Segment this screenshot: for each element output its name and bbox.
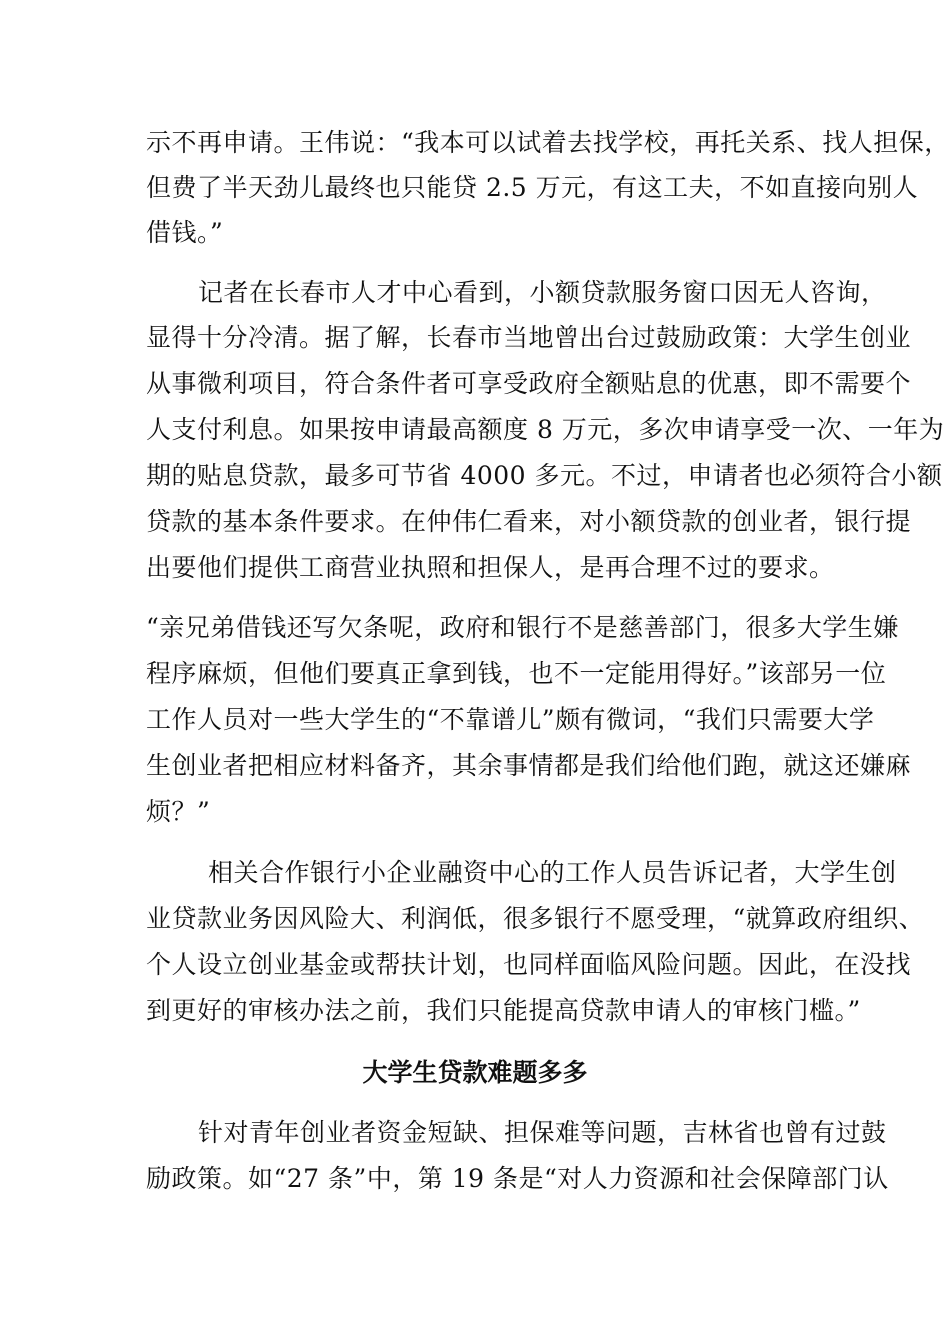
section-heading: 大学生贷款难题多多 xyxy=(362,1058,588,1087)
text-line: 显得十分冷清。据了解，长春市当地曾出台过鼓励政策：大学生创业 xyxy=(146,323,912,352)
text-line: 从事微利项目，符合条件者可享受政府全额贴息的优惠，即不需要个 xyxy=(146,369,912,398)
text-line: 烦？” xyxy=(146,797,211,826)
text-line: 个人设立创业基金或帮扶计划，也同样面临风险问题。因此，在没找 xyxy=(146,950,912,979)
text-line: 励政策。如“27 条”中，第 19 条是“对人力资源和社会保障部门认 xyxy=(146,1164,889,1193)
text-line: 示不再申请。王伟说：“我本可以试着去找学校，再托关系、找人担保， xyxy=(146,128,950,157)
text-line: 针对青年创业者资金短缺、担保难等问题，吉林省也曾有过鼓 xyxy=(198,1118,887,1147)
text-line: 工作人员对一些大学生的“不靠谱儿”颇有微词，“我们只需要大学 xyxy=(146,705,875,734)
text-line: 到更好的审核办法之前，我们只能提高贷款申请人的审核门槛。” xyxy=(146,996,861,1025)
text-line: 借钱。” xyxy=(146,218,224,247)
text-line: 人支付利息。如果按申请最高额度 8 万元，多次申请享受一次、一年为 xyxy=(146,415,945,444)
text-line: 出要他们提供工商营业执照和担保人，是再合理不过的要求。 xyxy=(146,553,835,582)
text-line: 程序麻烦，但他们要真正拿到钱，也不一定能用得好。”该部另一位 xyxy=(146,659,887,688)
text-line: 记者在长春市人才中心看到，小额贷款服务窗口因无人咨询， xyxy=(198,278,887,307)
text-line: 期的贴息贷款，最多可节省 4000 多元。不过，申请者也必须符合小额 xyxy=(146,461,943,490)
text-line: “亲兄弟借钱还写欠条呢，政府和银行不是慈善部门，很多大学生嫌 xyxy=(146,613,899,642)
text-line: 生创业者把相应材料备齐，其余事情都是我们给他们跑，就这还嫌麻 xyxy=(146,751,912,780)
text-line: 但费了半天劲儿最终也只能贷 2.5 万元，有这工夫，不如直接向别人 xyxy=(146,173,919,202)
text-line: 贷款的基本条件要求。在仲伟仁看来，对小额贷款的创业者，银行提 xyxy=(146,507,912,536)
text-line: 业贷款业务因风险大、利润低，很多银行不愿受理，“就算政府组织、 xyxy=(146,904,925,933)
text-line: 相关合作银行小企业融资中心的工作人员告诉记者，大学生创 xyxy=(208,858,897,887)
